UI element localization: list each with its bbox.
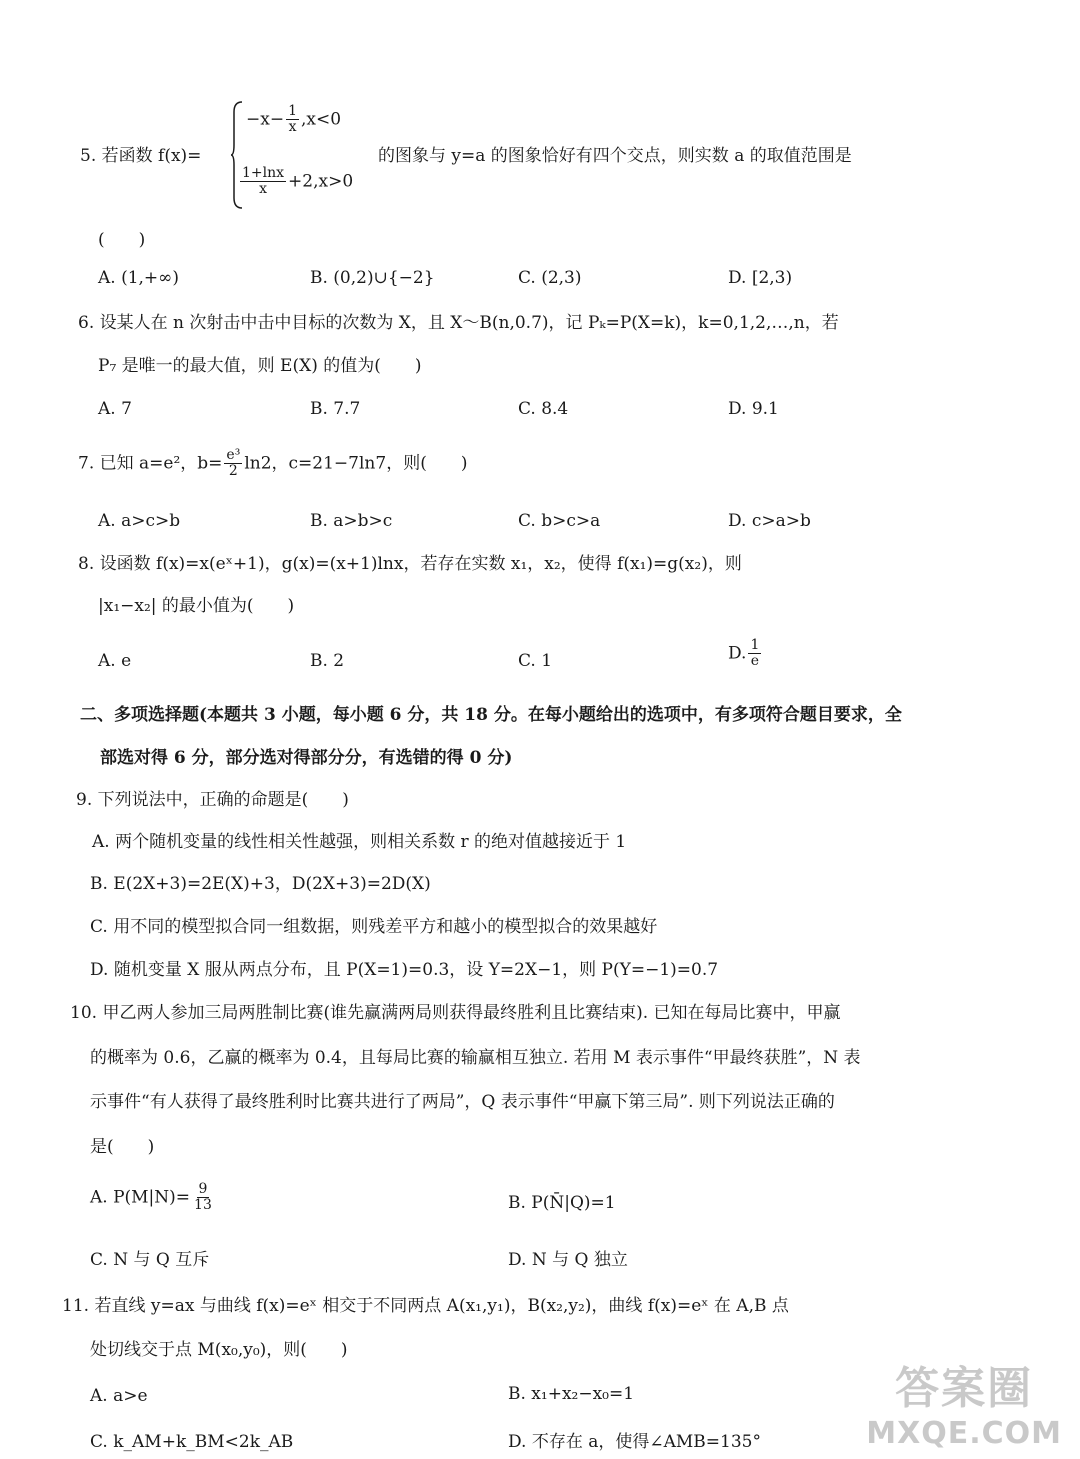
q6-stem-line1: 6. 设某人在 n 次射击中击中目标的次数为 X，且 X～B(n,0.7)，记 Pₖ=P(X=k)，k=0,1,2,…,n，若 — [78, 313, 839, 333]
q5-case1-term: −x− — [246, 109, 285, 130]
q9-option-d[interactable]: D. 随机变量 X 服从两点分布，且 P(X=1)=0.3，设 Y=2X−1，则 P(Y=−1)=0.7 — [90, 960, 719, 980]
section2-header-line1: 二、多项选择题(本题共 3 小题，每小题 6 分，共 18 分。在每小题给出的选项中，有多项符合题目要求，全 — [80, 705, 902, 725]
q5-option-a[interactable]: A. (1,+∞) — [98, 268, 179, 288]
q7-option-a[interactable]: A. a>c>b — [98, 511, 181, 531]
q7-stem — [78, 448, 467, 480]
q8-option-c[interactable]: C. 1 — [518, 651, 553, 671]
q11-option-b[interactable]: B. x₁+x₂−x₀=1 — [508, 1384, 635, 1404]
q7-option-c[interactable]: C. b>c>a — [518, 511, 601, 531]
q5-option-b[interactable]: B. (0,2)∪{−2} — [310, 268, 435, 288]
q7-option-b[interactable]: B. a>b>c — [310, 511, 393, 531]
q5-case1-cond: ,x<0 — [301, 109, 342, 130]
q10-stem-line3: 示事件“有人获得了最终胜利时比赛共进行了两局”，Q 表示事件“甲赢下第三局”. 则下列说法正确的 — [90, 1092, 835, 1112]
q5-option-d[interactable]: D. [2,3) — [728, 268, 793, 288]
q8-stem-line1: 8. 设函数 f(x)=x(eˣ+1)，g(x)=(x+1)lnx，若存在实数 x₁，x₂，使得 f(x₁)=g(x₂)，则 — [78, 554, 742, 574]
q8-option-d-den: e — [750, 653, 760, 670]
q6-stem-line2: P₇ 是唯一的最大值，则 E(X) 的值为( ) — [98, 356, 422, 376]
q5-case2-num: 1+lnx — [242, 165, 285, 181]
q7-frac-num: e³ — [226, 447, 241, 463]
q8-option-d-label: D. — [728, 643, 747, 664]
q9-stem: 9. 下列说法中，正确的命题是( ) — [76, 790, 349, 810]
q5-case1 — [246, 104, 341, 136]
q5-case1-den: x — [288, 119, 297, 136]
q10-option-c[interactable]: C. N 与 Q 互斥 — [90, 1250, 210, 1270]
q7-prefix: 7. 已知 a=e²，b= — [78, 453, 223, 474]
q10-option-a-prefix: A. P(M|N)= — [90, 1187, 191, 1208]
q8-option-a[interactable]: A. e — [98, 651, 132, 671]
q5-paren: ( ) — [98, 230, 146, 250]
q5-case2-fraction — [240, 166, 286, 198]
q9-option-a[interactable]: A. 两个随机变量的线性相关性越强，则相关系数 r 的绝对值越接近于 1 — [92, 832, 627, 852]
q5-suffix: 的图象与 y=a 的图象恰好有四个交点，则实数 a 的取值范围是 — [378, 146, 852, 166]
q10-option-a[interactable] — [90, 1182, 216, 1214]
q10-option-a-fraction — [192, 1182, 214, 1214]
q7-fraction — [224, 448, 242, 480]
q5-case1-fraction — [286, 104, 299, 136]
watermark-logo — [866, 1352, 1062, 1451]
q5-case1-num: 1 — [288, 103, 297, 119]
q11-option-d[interactable]: D. 不存在 a，使得∠AMB=135° — [508, 1432, 761, 1452]
q5-case2 — [238, 166, 353, 198]
q7-option-d[interactable]: D. c>a>b — [728, 511, 811, 531]
q10-option-a-num: 9 — [198, 1181, 208, 1197]
q6-option-c[interactable]: C. 8.4 — [518, 399, 569, 419]
q10-stem-line4: 是( ) — [90, 1137, 155, 1157]
watermark-title: 答案圈 — [895, 1363, 1034, 1414]
watermark-domain: MXQE.COM — [866, 1416, 1062, 1451]
q8-option-d-fraction — [748, 638, 761, 670]
q7-frac-den: 2 — [228, 463, 238, 480]
q11-option-a[interactable]: A. a>e — [90, 1386, 148, 1406]
section2-header-line2: 部选对得 6 分，部分选对得部分分，有选错的得 0 分) — [100, 748, 513, 768]
q10-option-a-den: 13 — [194, 1197, 212, 1214]
q9-option-c[interactable]: C. 用不同的模型拟合同一组数据，则残差平方和越小的模型拟合的效果越好 — [90, 917, 658, 937]
q10-option-b[interactable]: B. P(N̄|Q)=1 — [508, 1193, 616, 1213]
q8-stem-line2: |x₁−x₂| 的最小值为( ) — [98, 596, 295, 616]
q8-option-b[interactable]: B. 2 — [310, 651, 345, 671]
q11-stem-line1: 11. 若直线 y=ax 与曲线 f(x)=eˣ 相交于不同两点 A(x₁,y₁)，B(x₂,y₂)，曲线 f(x)=eˣ 在 A,B 点 — [62, 1296, 789, 1316]
q5-prefix: 5. 若函数 f(x)= — [80, 146, 202, 166]
q5-case2-cond: +2,x>0 — [288, 171, 354, 192]
q9-option-b[interactable]: B. E(2X+3)=2E(X)+3，D(2X+3)=2D(X) — [90, 874, 431, 894]
q10-stem-line1: 10. 甲乙两人参加三局两胜制比赛(谁先赢满两局则获得最终胜利且比赛结束). 已知在每局比赛中，甲赢 — [70, 1003, 841, 1023]
q8-option-d[interactable] — [728, 638, 763, 670]
q8-option-d-num: 1 — [750, 637, 760, 653]
q6-option-d[interactable]: D. 9.1 — [728, 399, 779, 419]
q10-option-d[interactable]: D. N 与 Q 独立 — [508, 1250, 628, 1270]
q5-case2-den: x — [259, 181, 267, 198]
q5-option-c[interactable]: C. (2,3) — [518, 268, 582, 288]
q10-stem-line2: 的概率为 0.6，乙赢的概率为 0.4，且每局比赛的输赢相互独立. 若用 M 表示事件“甲最终获胜”，N 表 — [90, 1048, 861, 1068]
q11-stem-line2: 处切线交于点 M(x₀,y₀)，则( ) — [90, 1340, 348, 1360]
q7-suffix: ln2，c=21−7ln7，则( ) — [244, 453, 468, 474]
q11-option-c[interactable]: C. k_AM+k_BM<2k_AB — [90, 1432, 294, 1452]
q6-option-b[interactable]: B. 7.7 — [310, 399, 361, 419]
q6-option-a[interactable]: A. 7 — [98, 399, 132, 419]
